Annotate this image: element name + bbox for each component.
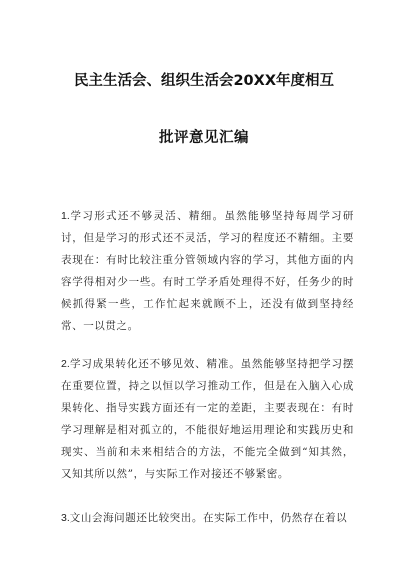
paragraph-number: 2. (61, 358, 70, 370)
document-title-line-1: 民主生活会、组织生活会20XX年度相互 (73, 73, 335, 89)
paragraph-text: 文山会海问题还比较突出。在实际工作中，仍然存在着以 (69, 512, 348, 524)
paragraph-1 (61, 205, 354, 337)
paragraph-number: 3. (61, 512, 70, 524)
paragraph-text: 学习成果转化还不够见效、精准。虽然能够坚持把学习摆在重要位置，持之以恒以学习推动工作，但是在入脑入心成果转化、指导实践方面还有一定的差距，主要表现在：有时学习理解是相对孤立的，不能很好地运用理论和实践历史和现实、当前和未来相结合的方法，不能完全做到“知其然，又知其所以然”，与实际工作对接还不够紧密。 (61, 358, 354, 480)
paragraph-text: 学习形式还不够灵活、精细。虽然能够坚持每周学习研讨，但是学习的形式还不灵活，学习的程度还不精细。主要表现在：有时比较注重分管领域内容的学习，其他方面的内容学得相对少一些。有时工学矛盾处理得不好，任务少的时候抓得紧一些，工作忙起来就顾不上，还没有做到坚持经常、一以贯之。 (61, 210, 354, 332)
paragraph-number: 1. (61, 210, 70, 222)
document-title-line-2: 批评意见汇编 (159, 130, 249, 146)
paragraph-2 (61, 353, 354, 485)
paragraph-3 (61, 507, 354, 529)
